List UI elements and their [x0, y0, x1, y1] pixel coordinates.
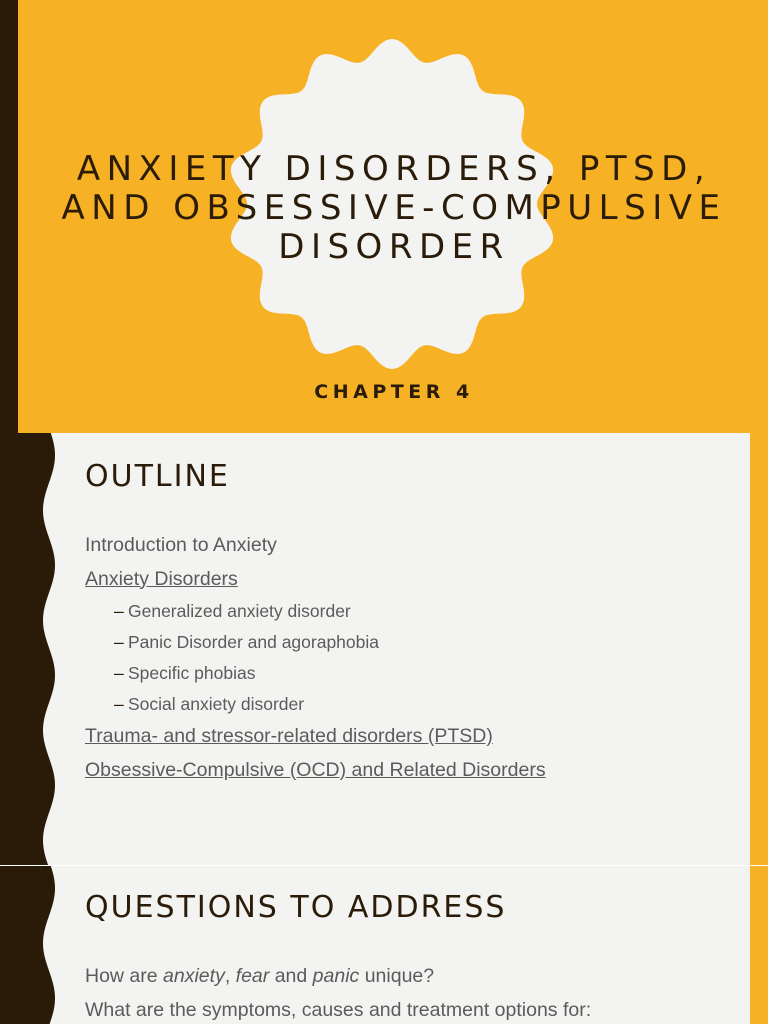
outline-link-text[interactable]: Anxiety Disorders [85, 567, 238, 590]
outline-subitem-text: Social anxiety disorder [128, 694, 305, 714]
outline-slide [0, 433, 768, 865]
question-text: and [269, 965, 313, 987]
question-item: What are the symptoms, causes and treatment options for: [85, 998, 592, 1021]
outline-item: Introduction to Anxiety [85, 534, 277, 556]
dash-bullet: – [114, 632, 124, 652]
outline-heading: OUTLINE [85, 459, 230, 494]
question-text: , [224, 965, 236, 987]
outline-item-link[interactable] [85, 754, 546, 788]
title-slide [0, 0, 768, 433]
questions-slide [0, 866, 768, 1024]
question-text: How are [85, 965, 164, 987]
outline-subitem-text: Generalized anxiety disorder [128, 601, 351, 621]
outline-link-text[interactable]: Obsessive-Compulsive (OCD) and Related Disorders [85, 758, 546, 781]
dash-bullet: – [114, 694, 124, 714]
question-text: unique? [359, 965, 435, 987]
wavy-edge-icon [0, 433, 58, 865]
outline-subitem [85, 689, 546, 720]
question-item [85, 960, 591, 994]
presentation-title: ANXIETY DISORDERS, PTSD, AND OBSESSIVE-COMPULSIVE DISORDER [61, 149, 727, 267]
dash-bullet: – [114, 601, 124, 621]
dash-bullet: – [114, 663, 124, 683]
outline-item-link[interactable] [85, 563, 546, 597]
outline-subitem-text: Panic Disorder and agoraphobia [128, 632, 379, 652]
outline-subitem [85, 658, 546, 689]
chapter-subtitle: CHAPTER 4 [314, 381, 474, 403]
outline-item-link[interactable] [85, 720, 546, 754]
term-anxiety: anxiety [163, 965, 225, 987]
outline-list [85, 529, 546, 787]
outline-subitem [85, 596, 546, 627]
questions-list [85, 960, 591, 1024]
outline-subitem [85, 627, 546, 658]
left-accent-bar [0, 0, 18, 433]
questions-heading: QUESTIONS TO ADDRESS [85, 890, 507, 925]
term-fear: fear [235, 965, 270, 987]
term-panic: panic [312, 965, 360, 987]
outline-subitem-text: Specific phobias [128, 663, 256, 683]
outline-link-text[interactable]: Trauma- and stressor-related disorders (PTSD) [85, 725, 493, 747]
wavy-edge-icon [0, 866, 58, 1024]
